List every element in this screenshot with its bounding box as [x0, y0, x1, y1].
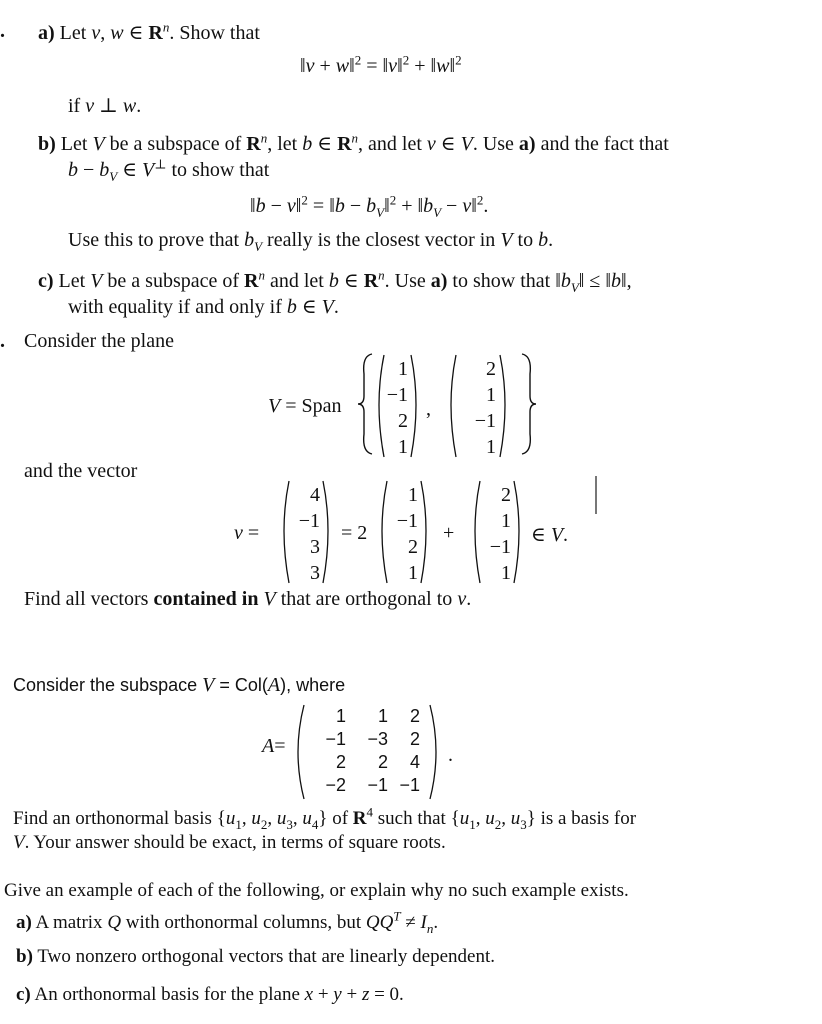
vec2-left-paren-icon [468, 480, 482, 584]
v-right-paren-icon [321, 480, 335, 584]
label-4c: c) [16, 984, 31, 1005]
problem-1b-conclusion: Use this to prove that $b_V$ really is the closest vector in V to b. [68, 229, 554, 254]
matrix-period: . [448, 744, 453, 766]
vector-1: 1 −1 2 1 [396, 484, 418, 584]
problem-4b [16, 946, 495, 968]
plus-sign: + [443, 522, 455, 544]
matrix-A [306, 705, 420, 797]
right-brace-icon [520, 352, 538, 456]
span-vector-1: 1 −1 2 1 [386, 358, 408, 458]
problem-1b-line2: $b - b_V$ ∈ V⊥ to show that [68, 156, 270, 184]
v-label: v = [234, 522, 260, 544]
problem-3-question-line1: Find an orthonormal basis {$u_1$, $u_2$, $u_3$, $u_4$} of $R^4$ such that {$u_1$, $u_2$, $u_3$} is a basis for [13, 804, 637, 832]
problem-4b-text: Two nonzero orthogonal vectors that are linearly dependent. [37, 946, 495, 967]
matrix-row-2: −1 −3 2 [325, 729, 420, 749]
span-vector-2: 2 1 −1 1 [474, 358, 496, 458]
v-left-paren-icon [277, 480, 291, 584]
in-V: ∈ V. [531, 524, 569, 546]
label-1c: c) [38, 270, 54, 292]
text-cursor [595, 476, 597, 514]
problem-1c-line2: with equality if and only if b ∈ V. [68, 296, 339, 318]
problem-4-intro: Give an example of each of the following, or explain why no such example exists. [4, 880, 629, 901]
matrix-row-1: 1 1 2 [335, 706, 420, 726]
span-vec2-right-paren-icon [498, 354, 512, 458]
span-label: V = Span [268, 395, 342, 417]
matrix-row-4: −2 −1 −1 [325, 775, 420, 795]
equation-1a: ‖v + w‖$^2$ = ‖v‖$^2$ + ‖w‖$^2$ [300, 52, 462, 77]
label-1a: a) [38, 22, 55, 44]
span-vec1-right-paren-icon [409, 354, 423, 458]
eq-coef: = 2 [341, 522, 368, 544]
condition-1a: if v ⊥ w. [68, 95, 142, 117]
A-label: A= [262, 735, 286, 757]
problem-3-intro: Consider the subspace V = Col(A), where [13, 674, 346, 696]
problem-1c-line1: c) Let V be a subspace of $R^n$ and let b ∈ $R^n$. Use a) to show that $‖b_V‖$ ≤ ‖b‖, [38, 267, 632, 295]
matrix-row-3: 2 2 4 [335, 752, 420, 772]
vec2-right-paren-icon [512, 480, 526, 584]
label-1b: b) [38, 133, 56, 155]
v-vector: 4 −1 3 3 [298, 484, 320, 584]
matrix-right-paren-icon [428, 704, 444, 800]
vector-2: 2 1 −1 1 [489, 484, 511, 584]
and-the-vector: and the vector [24, 460, 138, 482]
bullet-problem-2: . [0, 330, 5, 352]
equation-1b: ‖b − v‖$^2$ = ‖b − $b_V‖^2$ + $‖b_V$ − v‖$^2$. [250, 192, 489, 220]
matrix-left-paren-icon [290, 704, 306, 800]
span-vec1-left-paren-icon [372, 354, 386, 458]
problem-4c: c) An orthonormal basis for the plane x + y + z = 0. [16, 984, 404, 1005]
problem-1a-intro: a) Let v, w ∈ $R^n$. Show that [38, 19, 260, 44]
label-4a: a) [16, 912, 32, 933]
vec1-left-paren-icon [375, 480, 389, 584]
span-vec2-left-paren-icon [444, 354, 458, 458]
problem-3-question-line2: V. Your answer should be exact, in terms of square roots. [13, 832, 446, 853]
vec1-right-paren-icon [419, 480, 433, 584]
problem-2-question: Find all vectors contained in V that are orthogonal to v. [24, 588, 472, 610]
span-comma: , [426, 398, 431, 420]
bullet-problem-1: . [0, 20, 5, 42]
problem-2-intro: Consider the plane [24, 330, 174, 352]
label-4b: b) [16, 946, 33, 967]
problem-1b-line1: b) Let V be a subspace of $R^n$, let b ∈ $R^n$, and let v ∈ V. Use a) and the fact that [38, 130, 669, 155]
problem-4a: a) A matrix Q with orthonormal columns, but $QQ^T \ne I_n$. [16, 908, 439, 936]
